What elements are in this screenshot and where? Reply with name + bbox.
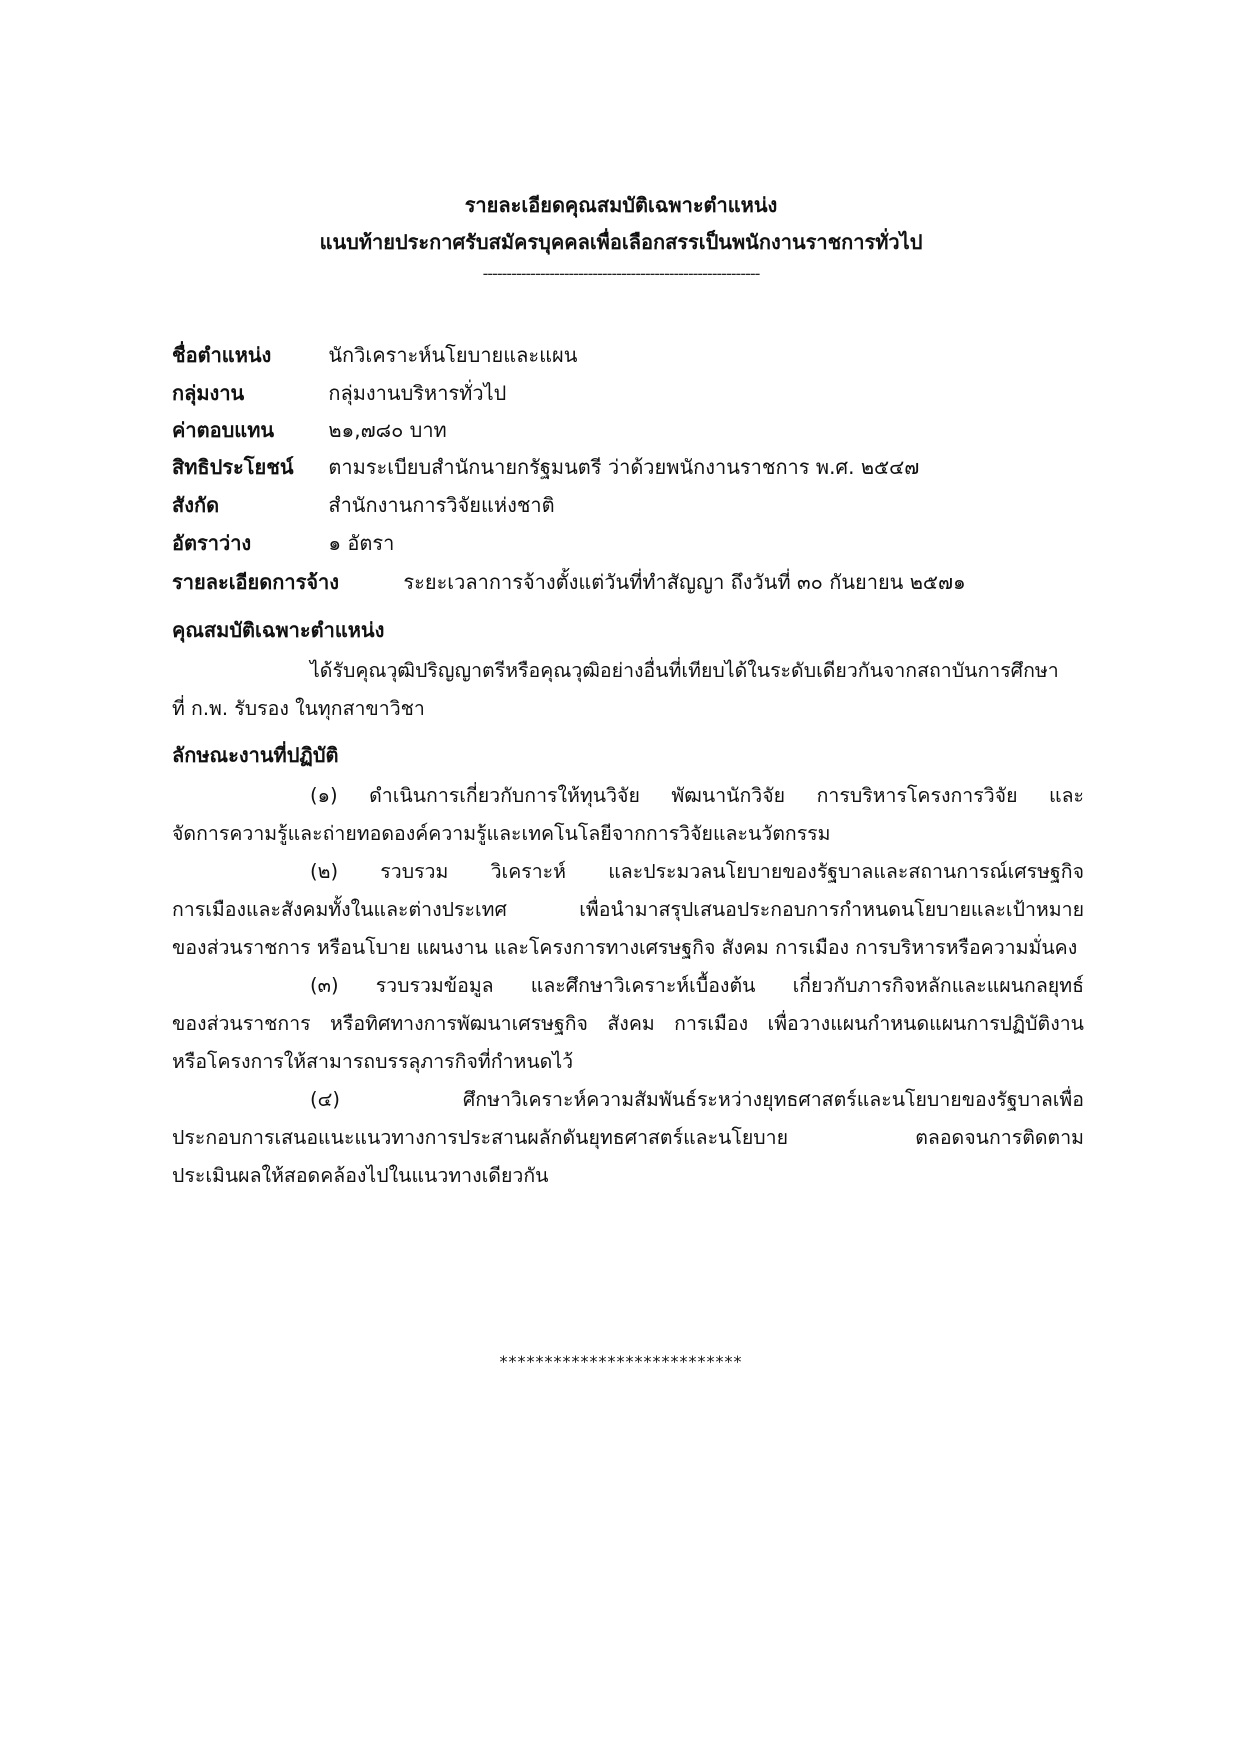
duty-item-2-line: ของส่วนราชการ หรือนโบาย แผนงาน และโครงการทางเศรษฐกิจ สังคม การเมือง การบริหารหรือความมั่นคง [172,936,1078,959]
qualifications-line: ได้รับคุณวุฒิปริญญาตรีหรือคุณวุฒิอย่างอื่นที่เทียบได้ในระดับเดียวกันจากสถาบันการศึกษา [310,659,1059,682]
field-position-value: นักวิเคราะห์นโยบายและแผน [328,343,578,367]
field-group-value: กลุ่มงานบริหารทั่วไป [328,381,507,405]
duty-item-4-line: ประเมินผลให้สอดคล้องไปในแนวทางเดียวกัน [172,1164,549,1187]
field-vacancies [172,526,394,560]
field-benefits [172,450,919,484]
field-group-label: กลุ่มงาน [172,381,245,405]
field-vacancies-label: อัตราว่าง [172,531,252,555]
field-vacancies-value: ๑ อัตรา [328,531,395,555]
qualifications-heading: คุณสมบัติเฉพาะตำแหน่ง [172,618,385,642]
field-affiliation-value: สำนักงานการวิจัยแห่งชาติ [328,493,555,517]
field-employment-label: รายละเอียดการจ้าง [172,570,340,594]
field-employment-value: ระยะเวลาการจ้างตั้งแต่วันที่ทำสัญญา ถึงวันที่ ๓๐ กันยายน ๒๕๗๑ [403,570,966,594]
duty-item-4-line: ประกอบการเสนอแนะแนวทางการประสานผลักดันยุทธศาสตร์และนโยบาย ตลอดจนการติดตาม [172,1126,1084,1149]
duty-item-4-line: (๔) ศึกษาวิเคราะห์ความสัมพันธ์ระหว่างยุทธศาสตร์และนโยบายของรัฐบาลเพื่อ [310,1088,1084,1111]
qualifications-line: ที่ ก.พ. รับรอง ในทุกสาขาวิชา [172,697,425,720]
field-group [172,376,506,410]
footer-stars: *************************** [499,1352,743,1371]
duty-item-3-line: ของส่วนราชการ หรือทิศทางการพัฒนาเศรษฐกิจ สังคม การเมือง เพื่อวางแผนกำหนดแผนการปฏิบัติงาน [172,1012,1084,1035]
field-benefits-label: สิทธิประโยชน์ [172,455,294,479]
field-affiliation [172,488,555,522]
duty-item-3-line: หรือโครงการให้สามารถบรรลุภารกิจที่กำหนดไว้ [172,1050,574,1073]
duty-item-1-line: (๑) ดำเนินการเกี่ยวกับการให้ทุนวิจัย พัฒนานักวิจัย การบริหารโครงการวิจัย และ [310,784,1084,807]
field-salary [172,413,447,447]
field-employment [172,565,966,599]
field-position-label: ชื่อตำแหน่ง [172,343,272,367]
field-position [172,338,577,372]
document-title: รายละเอียดคุณสมบัติเฉพาะตำแหน่ง [464,193,778,217]
document-subtitle: แนบท้ายประกาศรับสมัครบุคคลเพื่อเลือกสรรเป็นพนักงานราชการทั่วไป [319,230,923,254]
duty-item-3-line: (๓) รวบรวมข้อมูล และศึกษาวิเคราะห์เบื้องต้น เกี่ยวกับภารกิจหลักและแผนกลยุทธ์ [310,974,1084,997]
field-salary-value: ๒๑,๗๘๐ บาท [328,418,447,442]
field-affiliation-label: สังกัด [172,493,220,517]
field-benefits-value: ตามระเบียบสำนักนายกรัฐมนตรี ว่าด้วยพนักงานราชการ พ.ศ. ๒๕๔๗ [328,455,920,479]
duties-heading: ลักษณะงานที่ปฏิบัติ [172,743,339,767]
duty-item-2-line: การเมืองและสังคมทั้งในและต่างประเทศ เพื่อนำมาสรุปเสนอประกอบการกำหนดนโยบายและเป้าหมาย [172,898,1084,921]
duty-item-1-line: จัดการความรู้และถ่ายทอดองค์ความรู้และเทคโนโลยีจากการวิจัยและนวัตกรรม [172,822,831,845]
duty-item-2-line: (๒) รวบรวม วิเคราะห์ และประมวลนโยบายของรัฐบาลและสถานการณ์เศรษฐกิจ [310,860,1084,883]
title-divider: ---------------------------------------------------------- [482,264,760,283]
field-salary-label: ค่าตอบแทน [172,418,275,442]
